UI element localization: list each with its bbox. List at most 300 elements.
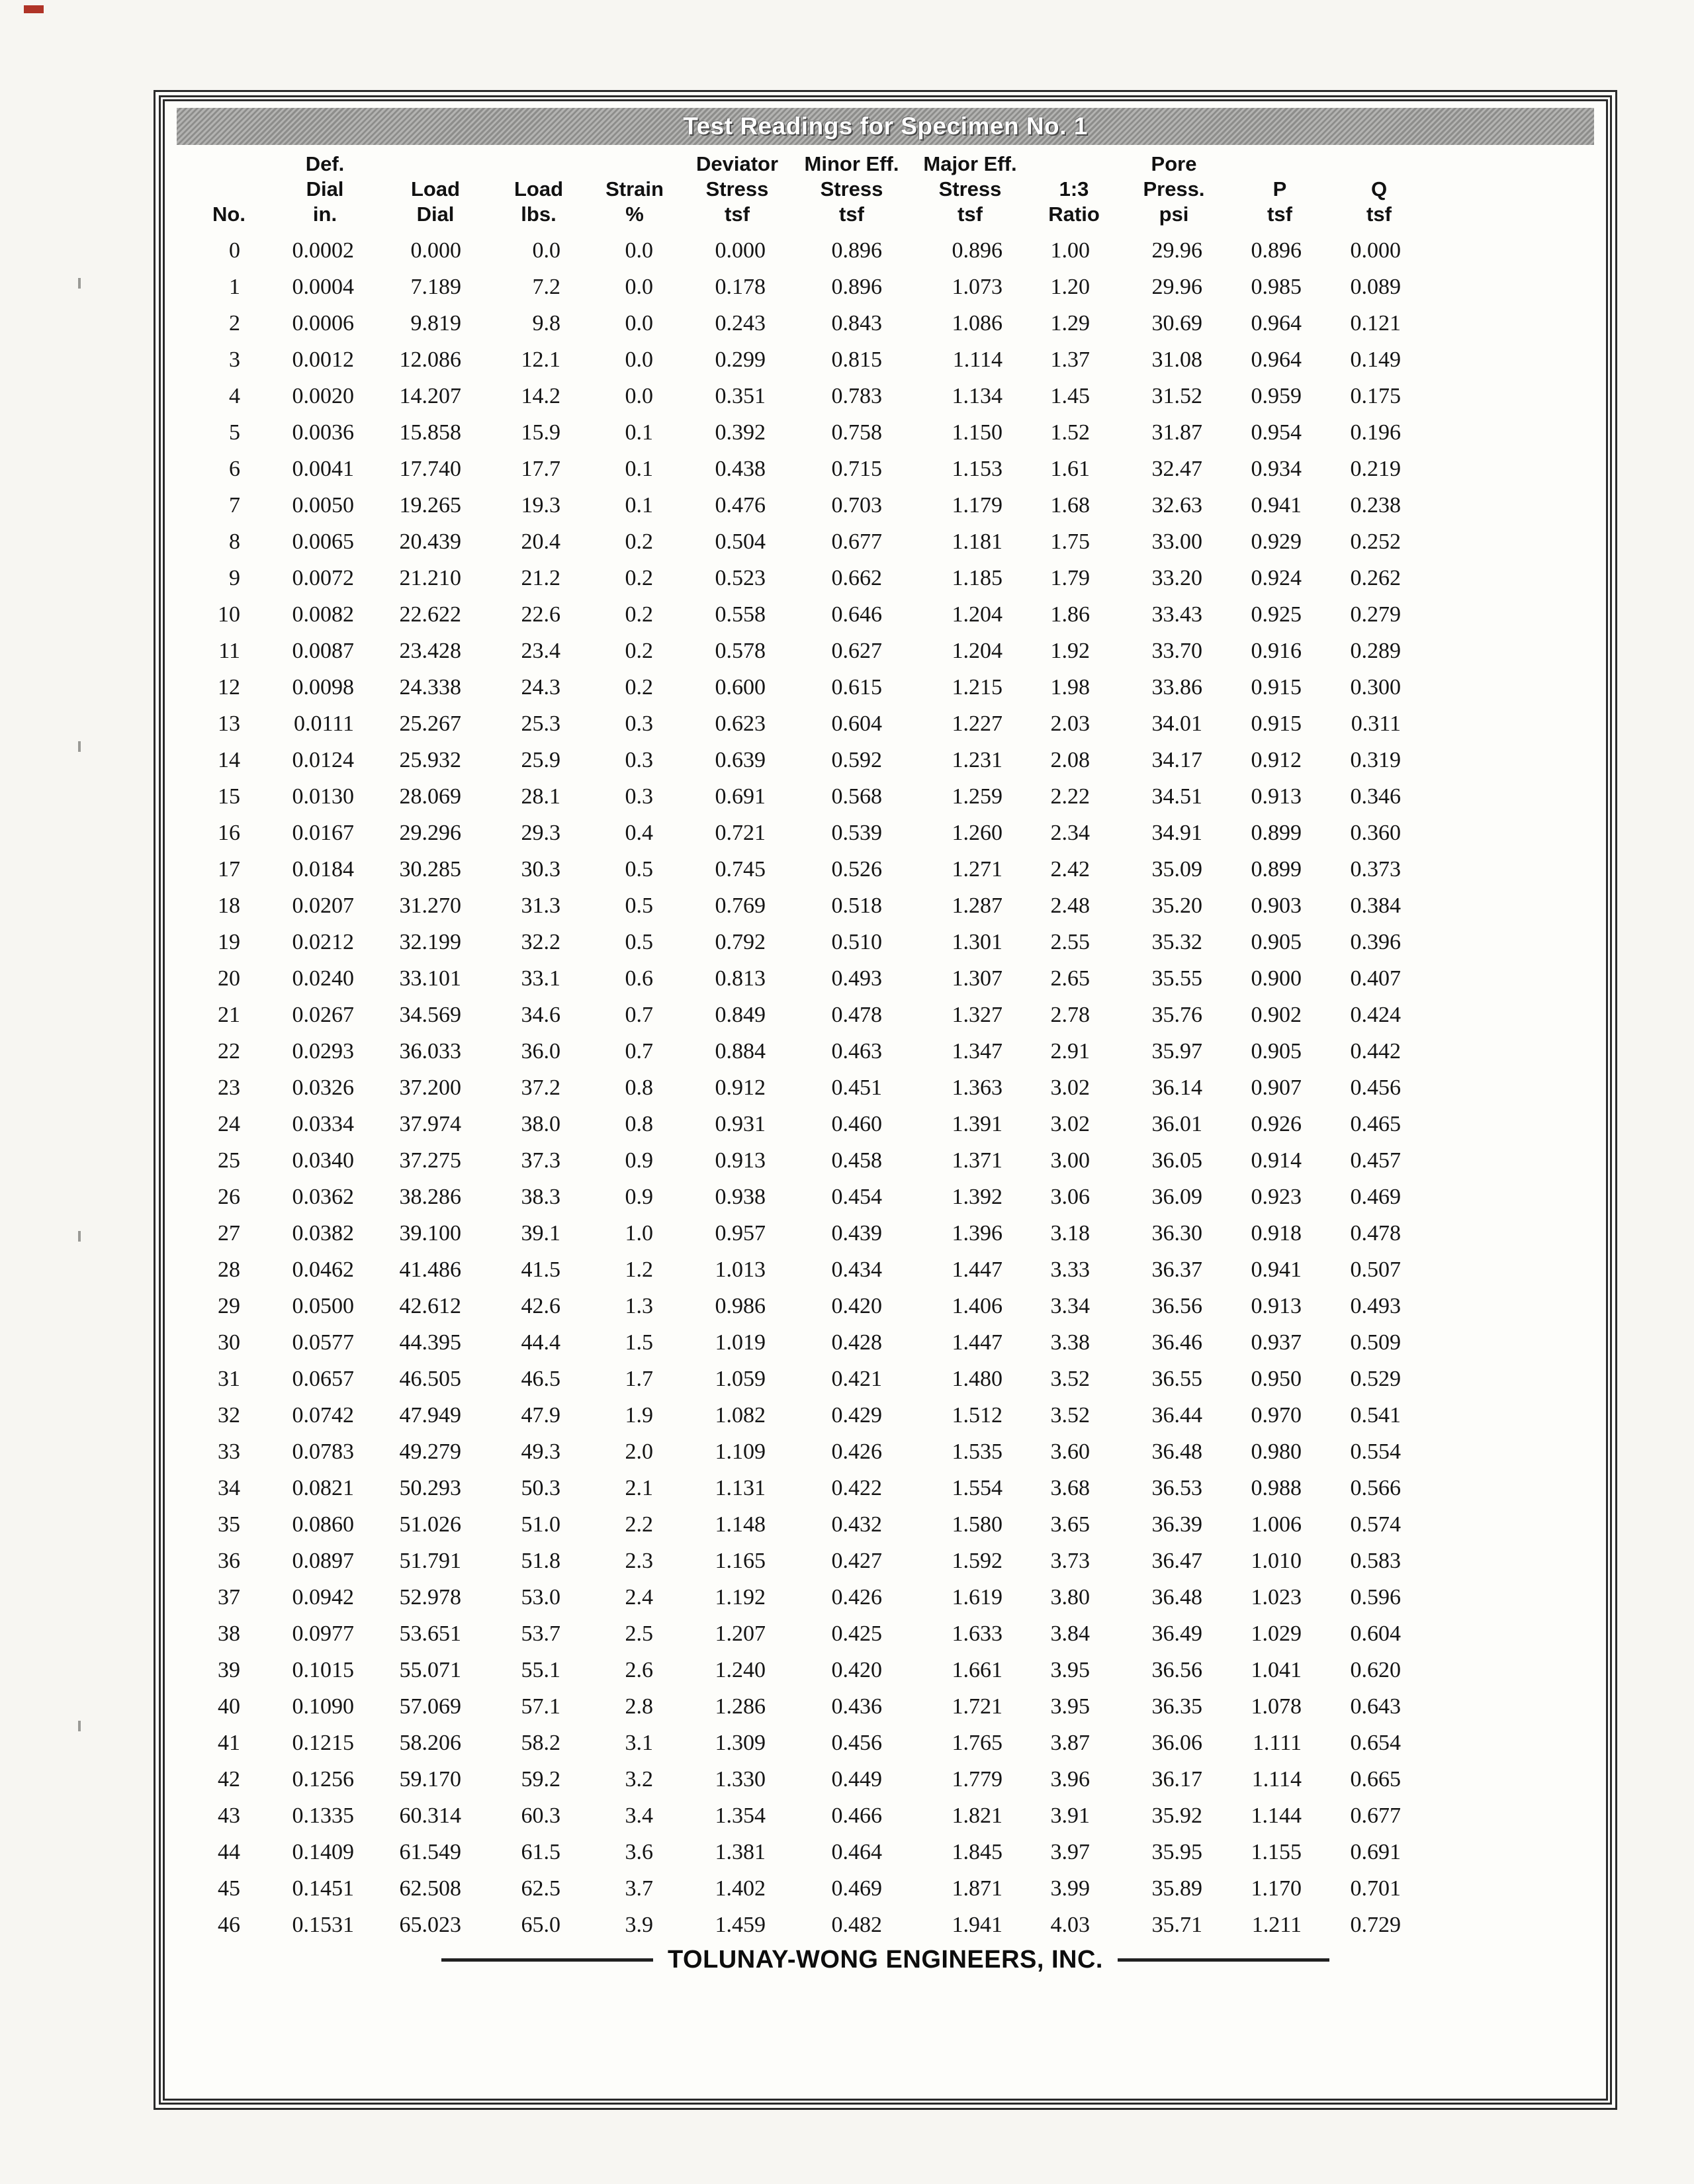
- table-cell: 38.0: [521, 1112, 560, 1136]
- table-cell: 21.210: [399, 566, 461, 590]
- table-cell: 38.286: [399, 1185, 461, 1209]
- table-cell: 0.0: [625, 238, 653, 263]
- table-cell: 0.574: [1350, 1512, 1401, 1537]
- table-header-cell: P tsf: [1267, 177, 1292, 226]
- table-cell: 21.2: [521, 566, 560, 590]
- table-cell: 23: [218, 1075, 240, 1100]
- table-cell: 1.204: [952, 639, 1003, 663]
- table-cell: 1.347: [952, 1039, 1003, 1064]
- table-cell: 1.37: [1050, 347, 1090, 372]
- table-cell: 1.20: [1050, 275, 1090, 299]
- table-cell: 45: [218, 1876, 240, 1901]
- table-cell: 0.0207: [292, 893, 354, 918]
- table-cell: 0.0004: [292, 275, 354, 299]
- table-row: [191, 1579, 1430, 1615]
- table-header-cell: Pore Press. psi: [1143, 152, 1205, 226]
- table-cell: 0.578: [715, 639, 766, 663]
- table-cell: 0.436: [831, 1694, 882, 1719]
- table-cell: 3.1: [625, 1731, 653, 1755]
- table-row: [191, 341, 1430, 378]
- table-cell: 0.769: [715, 893, 766, 918]
- table-cell: 36.56: [1151, 1658, 1202, 1682]
- table-cell: 1.52: [1050, 420, 1090, 445]
- table-cell: 23.428: [399, 639, 461, 663]
- table-cell: 0.0977: [292, 1621, 354, 1646]
- table-cell: 7.2: [532, 275, 560, 299]
- table-row: [191, 1069, 1430, 1106]
- table-cell: 0.0020: [292, 384, 354, 408]
- table-cell: 0.643: [1350, 1694, 1401, 1719]
- table-cell: 36.37: [1151, 1257, 1202, 1282]
- table-row: [191, 1033, 1430, 1069]
- table-cell: 3.18: [1050, 1221, 1090, 1246]
- table-cell: 36.35: [1151, 1694, 1202, 1719]
- table-body: [191, 232, 1430, 1943]
- table-cell: 0.1451: [292, 1876, 354, 1901]
- table-row: [191, 596, 1430, 633]
- table-header-cell: Major Eff. Stress tsf: [923, 152, 1017, 226]
- table-cell: 1.181: [952, 529, 1003, 554]
- table-cell: 0.937: [1251, 1330, 1302, 1355]
- table-cell: 1.592: [952, 1549, 1003, 1573]
- table-cell: 34.91: [1151, 821, 1202, 845]
- table-cell: 51.8: [521, 1549, 560, 1573]
- table-cell: 0.319: [1350, 748, 1401, 772]
- table-cell: 0.0577: [292, 1330, 354, 1355]
- table-cell: 31.08: [1151, 347, 1202, 372]
- table-row: [191, 1761, 1430, 1797]
- table-cell: 0.0240: [292, 966, 354, 991]
- table-cell: 55.071: [399, 1658, 461, 1682]
- table-cell: 0.1015: [292, 1658, 354, 1682]
- table-cell: 0.279: [1350, 602, 1401, 627]
- table-row: [191, 414, 1430, 451]
- table-cell: 0.454: [831, 1185, 882, 1209]
- table-cell: 0.6: [625, 966, 653, 991]
- table-cell: 60.314: [399, 1803, 461, 1828]
- table-cell: 0.620: [1350, 1658, 1401, 1682]
- table-cell: 0.178: [715, 275, 766, 299]
- table-cell: 2.2: [625, 1512, 653, 1537]
- table-cell: 0.482: [831, 1913, 882, 1937]
- table-cell: 0.3: [625, 748, 653, 772]
- table-cell: 0.0087: [292, 639, 354, 663]
- table-cell: 25.932: [399, 748, 461, 772]
- data-table: [191, 152, 1430, 1943]
- table-cell: 22.6: [521, 602, 560, 627]
- table-cell: 0.758: [831, 420, 882, 445]
- table-cell: 34.01: [1151, 711, 1202, 736]
- table-cell: 0.351: [715, 384, 766, 408]
- scan-artifact: [78, 278, 81, 289]
- table-cell: 17.7: [521, 457, 560, 481]
- table-cell: 0.964: [1251, 311, 1302, 336]
- table-cell: 0.986: [715, 1294, 766, 1318]
- table-cell: 1.131: [715, 1476, 766, 1500]
- table-row: [191, 1288, 1430, 1324]
- table-cell: 37: [218, 1585, 240, 1610]
- table-cell: 1.215: [952, 675, 1003, 700]
- table-cell: 0.900: [1251, 966, 1302, 991]
- table-row: [191, 851, 1430, 887]
- table-cell: 0.2: [625, 675, 653, 700]
- table-cell: 3.80: [1050, 1585, 1090, 1610]
- table-cell: 42.612: [399, 1294, 461, 1318]
- table-cell: 1.078: [1251, 1694, 1302, 1719]
- table-cell: 1.619: [952, 1585, 1003, 1610]
- table-cell: 0.373: [1350, 857, 1401, 882]
- table-cell: 0.421: [831, 1367, 882, 1391]
- table-cell: 1.301: [952, 930, 1003, 954]
- table-cell: 0.2: [625, 639, 653, 663]
- table-cell: 0.0130: [292, 784, 354, 809]
- table-cell: 46.505: [399, 1367, 461, 1391]
- footer-rule-left: [441, 1958, 653, 1962]
- table-cell: 0.2: [625, 529, 653, 554]
- table-cell: 36.17: [1151, 1767, 1202, 1792]
- table-cell: 25.267: [399, 711, 461, 736]
- table-cell: 34.17: [1151, 748, 1202, 772]
- table-cell: 5: [229, 420, 240, 445]
- table-cell: 0.623: [715, 711, 766, 736]
- table-row: [191, 232, 1430, 269]
- table-cell: 0.0783: [292, 1439, 354, 1464]
- table-cell: 0.175: [1350, 384, 1401, 408]
- table-cell: 3.2: [625, 1767, 653, 1792]
- table-cell: 0.427: [831, 1549, 882, 1573]
- table-cell: 0.2: [625, 566, 653, 590]
- table-cell: 50.293: [399, 1476, 461, 1500]
- table-cell: 0.518: [831, 893, 882, 918]
- table-cell: 27: [218, 1221, 240, 1246]
- table-cell: 2.48: [1050, 893, 1090, 918]
- table-cell: 3.34: [1050, 1294, 1090, 1318]
- table-cell: 1.402: [715, 1876, 766, 1901]
- table-cell: 1.0: [625, 1221, 653, 1246]
- table-cell: 59.2: [521, 1767, 560, 1792]
- table-cell: 0.954: [1251, 420, 1302, 445]
- table-header-cell: Def. Dial in.: [305, 152, 345, 226]
- table-cell: 0.665: [1350, 1767, 1401, 1792]
- table-cell: 25: [218, 1148, 240, 1173]
- table-cell: 51.791: [399, 1549, 461, 1573]
- table-cell: 2.8: [625, 1694, 653, 1719]
- table-cell: 29: [218, 1294, 240, 1318]
- table-cell: 0.469: [831, 1876, 882, 1901]
- table-cell: 3.99: [1050, 1876, 1090, 1901]
- table-cell: 0.1: [625, 420, 653, 445]
- table-cell: 19: [218, 930, 240, 954]
- table-cell: 1.155: [1251, 1840, 1302, 1864]
- table-cell: 0.884: [715, 1039, 766, 1064]
- table-row: [191, 560, 1430, 596]
- table-cell: 34.6: [521, 1003, 560, 1027]
- table-cell: 33.101: [399, 966, 461, 991]
- table-cell: 31.52: [1151, 384, 1202, 408]
- table-cell: 0.792: [715, 930, 766, 954]
- table-row: [191, 378, 1430, 414]
- table-cell: 24.3: [521, 675, 560, 700]
- table-cell: 1.148: [715, 1512, 766, 1537]
- table-cell: 2.5: [625, 1621, 653, 1646]
- table-cell: 0.0184: [292, 857, 354, 882]
- table-cell: 36: [218, 1549, 240, 1573]
- table-cell: 1.029: [1251, 1621, 1302, 1646]
- table-row: [191, 1179, 1430, 1215]
- table-cell: 0.219: [1350, 457, 1401, 481]
- table-cell: 0.000: [1350, 238, 1401, 263]
- table-cell: 0.300: [1350, 675, 1401, 700]
- table-row: [191, 924, 1430, 960]
- table-cell: 0.843: [831, 311, 882, 336]
- table-cell: 7.189: [410, 275, 461, 299]
- table-cell: 49.3: [521, 1439, 560, 1464]
- table-cell: 0.929: [1251, 529, 1302, 554]
- table-row: [191, 1907, 1430, 1943]
- table-cell: 36.55: [1151, 1367, 1202, 1391]
- table-cell: 36.05: [1151, 1148, 1202, 1173]
- table-cell: 14.2: [521, 384, 560, 408]
- table-cell: 0.000: [410, 238, 461, 263]
- table-cell: 8: [229, 529, 240, 554]
- table-cell: 0.0124: [292, 748, 354, 772]
- title-bar: [177, 108, 1594, 145]
- table-row: [191, 815, 1430, 851]
- table-cell: 0.262: [1350, 566, 1401, 590]
- table-cell: 0.941: [1251, 1257, 1302, 1282]
- table-cell: 0.8: [625, 1075, 653, 1100]
- table-cell: 37.200: [399, 1075, 461, 1100]
- table-cell: 6: [229, 457, 240, 481]
- table-header-cell: Strain %: [605, 177, 664, 226]
- table-cell: 1.041: [1251, 1658, 1302, 1682]
- table-cell: 0.299: [715, 347, 766, 372]
- table-cell: 29.96: [1151, 275, 1202, 299]
- table-cell: 0.539: [831, 821, 882, 845]
- table-cell: 1.059: [715, 1367, 766, 1391]
- table-cell: 0.0: [625, 347, 653, 372]
- table-cell: 2.91: [1050, 1039, 1090, 1064]
- footer-text: TOLUNAY-WONG ENGINEERS, INC.: [668, 1946, 1103, 1974]
- table-cell: 35.89: [1151, 1876, 1202, 1901]
- table-cell: 1.010: [1251, 1549, 1302, 1573]
- table-cell: 35.55: [1151, 966, 1202, 991]
- table-cell: 0.916: [1251, 639, 1302, 663]
- table-cell: 1.082: [715, 1403, 766, 1428]
- table-cell: 58.2: [521, 1731, 560, 1755]
- table-cell: 0.0942: [292, 1585, 354, 1610]
- table-cell: 61.549: [399, 1840, 461, 1864]
- table-row: [191, 523, 1430, 560]
- table-cell: 0.615: [831, 675, 882, 700]
- table-cell: 21: [218, 1003, 240, 1027]
- table-row: [191, 997, 1430, 1033]
- table-cell: 0.243: [715, 311, 766, 336]
- table-cell: 36.53: [1151, 1476, 1202, 1500]
- table-cell: 3.52: [1050, 1403, 1090, 1428]
- table-cell: 1.459: [715, 1913, 766, 1937]
- table-cell: 0.0: [625, 311, 653, 336]
- table-cell: 32.199: [399, 930, 461, 954]
- table-cell: 32: [218, 1403, 240, 1428]
- table-cell: 32.47: [1151, 457, 1202, 481]
- table-cell: 14: [218, 748, 240, 772]
- table-cell: 0.420: [831, 1294, 882, 1318]
- table-cell: 1.871: [952, 1876, 1003, 1901]
- table-cell: 46.5: [521, 1367, 560, 1391]
- table-cell: 0.639: [715, 748, 766, 772]
- table-cell: 0.523: [715, 566, 766, 590]
- table-cell: 38: [218, 1621, 240, 1646]
- table-cell: 1.580: [952, 1512, 1003, 1537]
- table-cell: 1.287: [952, 893, 1003, 918]
- table-cell: 25.9: [521, 748, 560, 772]
- table-cell: 36.44: [1151, 1403, 1202, 1428]
- table-cell: 1.721: [952, 1694, 1003, 1719]
- table-cell: 0.478: [1350, 1221, 1401, 1246]
- table-cell: 35.92: [1151, 1803, 1202, 1828]
- table-cell: 1.5: [625, 1330, 653, 1355]
- table-cell: 36.46: [1151, 1330, 1202, 1355]
- table-cell: 0.970: [1251, 1403, 1302, 1428]
- table-cell: 0.912: [1251, 748, 1302, 772]
- table-cell: 0.592: [831, 748, 882, 772]
- table-cell: 0.915: [1251, 711, 1302, 736]
- table-cell: 1.779: [952, 1767, 1003, 1792]
- table-header-cell: 1:3 Ratio: [1048, 177, 1100, 226]
- table-cell: 44.4: [521, 1330, 560, 1355]
- table-cell: 1.9: [625, 1403, 653, 1428]
- table-cell: 61.5: [521, 1840, 560, 1864]
- table-cell: 31.87: [1151, 420, 1202, 445]
- table-cell: 0.899: [1251, 857, 1302, 882]
- table-header-cell: Minor Eff. Stress tsf: [804, 152, 899, 226]
- table-cell: 0.924: [1251, 566, 1302, 590]
- table-row: [191, 1725, 1430, 1761]
- table-cell: 0.3: [625, 784, 653, 809]
- table-row: [191, 960, 1430, 997]
- table-cell: 0.464: [831, 1840, 882, 1864]
- table-cell: 53.7: [521, 1621, 560, 1646]
- table-cell: 23.4: [521, 639, 560, 663]
- table-cell: 0.8: [625, 1112, 653, 1136]
- table-cell: 0.905: [1251, 930, 1302, 954]
- table-cell: 1.396: [952, 1221, 1003, 1246]
- table-cell: 1.821: [952, 1803, 1003, 1828]
- table-cell: 3.02: [1050, 1075, 1090, 1100]
- table-cell: 29.296: [399, 821, 461, 845]
- table-cell: 17: [218, 857, 240, 882]
- table-cell: 1.185: [952, 566, 1003, 590]
- table-cell: 1.512: [952, 1403, 1003, 1428]
- table-cell: 0.0098: [292, 675, 354, 700]
- table-cell: 33.86: [1151, 675, 1202, 700]
- table-cell: 30: [218, 1330, 240, 1355]
- table-cell: 1.231: [952, 748, 1003, 772]
- table-cell: 0.541: [1350, 1403, 1401, 1428]
- table-cell: 28.069: [399, 784, 461, 809]
- table-cell: 0.478: [831, 1003, 882, 1027]
- table-cell: 40: [218, 1694, 240, 1719]
- table-cell: 0.434: [831, 1257, 882, 1282]
- table-cell: 2.34: [1050, 821, 1090, 845]
- table-cell: 0.729: [1350, 1913, 1401, 1937]
- table-cell: 0.568: [831, 784, 882, 809]
- table-cell: 1.98: [1050, 675, 1090, 700]
- table-cell: 1.00: [1050, 238, 1090, 263]
- table-cell: 0.460: [831, 1112, 882, 1136]
- table-row: [191, 1688, 1430, 1725]
- table-cell: 0.721: [715, 821, 766, 845]
- table-cell: 0.627: [831, 639, 882, 663]
- table-cell: 4: [229, 384, 240, 408]
- table-cell: 35.09: [1151, 857, 1202, 882]
- table-row: [191, 1652, 1430, 1688]
- table-cell: 26: [218, 1185, 240, 1209]
- table-cell: 0.980: [1251, 1439, 1302, 1464]
- table-row: [191, 451, 1430, 487]
- table-cell: 2.42: [1050, 857, 1090, 882]
- table-cell: 0.905: [1251, 1039, 1302, 1064]
- table-cell: 12: [218, 675, 240, 700]
- table-cell: 36.49: [1151, 1621, 1202, 1646]
- table-cell: 1.3: [625, 1294, 653, 1318]
- table-cell: 12.1: [521, 347, 560, 372]
- table-row: [191, 1251, 1430, 1288]
- table-cell: 1.61: [1050, 457, 1090, 481]
- table-cell: 0.493: [1350, 1294, 1401, 1318]
- table-cell: 0.985: [1251, 275, 1302, 299]
- table-cell: 0.849: [715, 1003, 766, 1027]
- table-cell: 15.858: [399, 420, 461, 445]
- table-cell: 1.144: [1251, 1803, 1302, 1828]
- table-cell: 0.149: [1350, 347, 1401, 372]
- table-cell: 0.0382: [292, 1221, 354, 1246]
- table-cell: 1.114: [952, 347, 1003, 372]
- table-cell: 9: [229, 566, 240, 590]
- table-row: [191, 1797, 1430, 1834]
- table-cell: 1.227: [952, 711, 1003, 736]
- table-cell: 0.703: [831, 493, 882, 518]
- table-cell: 3.68: [1050, 1476, 1090, 1500]
- table-cell: 39.1: [521, 1221, 560, 1246]
- table-cell: 15: [218, 784, 240, 809]
- table-cell: 0.915: [1251, 675, 1302, 700]
- table-cell: 0.0340: [292, 1148, 354, 1173]
- table-cell: 1.92: [1050, 639, 1090, 663]
- table-cell: 1.114: [1251, 1767, 1302, 1792]
- table-cell: 1.286: [715, 1694, 766, 1719]
- table-cell: 0.407: [1350, 966, 1401, 991]
- table-cell: 0.196: [1350, 420, 1401, 445]
- table-cell: 13: [218, 711, 240, 736]
- table-cell: 30.285: [399, 857, 461, 882]
- table-cell: 0.3: [625, 711, 653, 736]
- table-cell: 42.6: [521, 1294, 560, 1318]
- table-row: [191, 1106, 1430, 1142]
- table-cell: 42: [218, 1767, 240, 1792]
- table-cell: 0.931: [715, 1112, 766, 1136]
- table-cell: 3.38: [1050, 1330, 1090, 1355]
- table-cell: 0.0111: [294, 711, 354, 736]
- table-cell: 24: [218, 1112, 240, 1136]
- table-cell: 36.56: [1151, 1294, 1202, 1318]
- table-cell: 0.918: [1251, 1221, 1302, 1246]
- table-cell: 0.466: [831, 1803, 882, 1828]
- table-cell: 0.0500: [292, 1294, 354, 1318]
- table-row: [191, 1324, 1430, 1361]
- table-cell: 1.006: [1251, 1512, 1302, 1537]
